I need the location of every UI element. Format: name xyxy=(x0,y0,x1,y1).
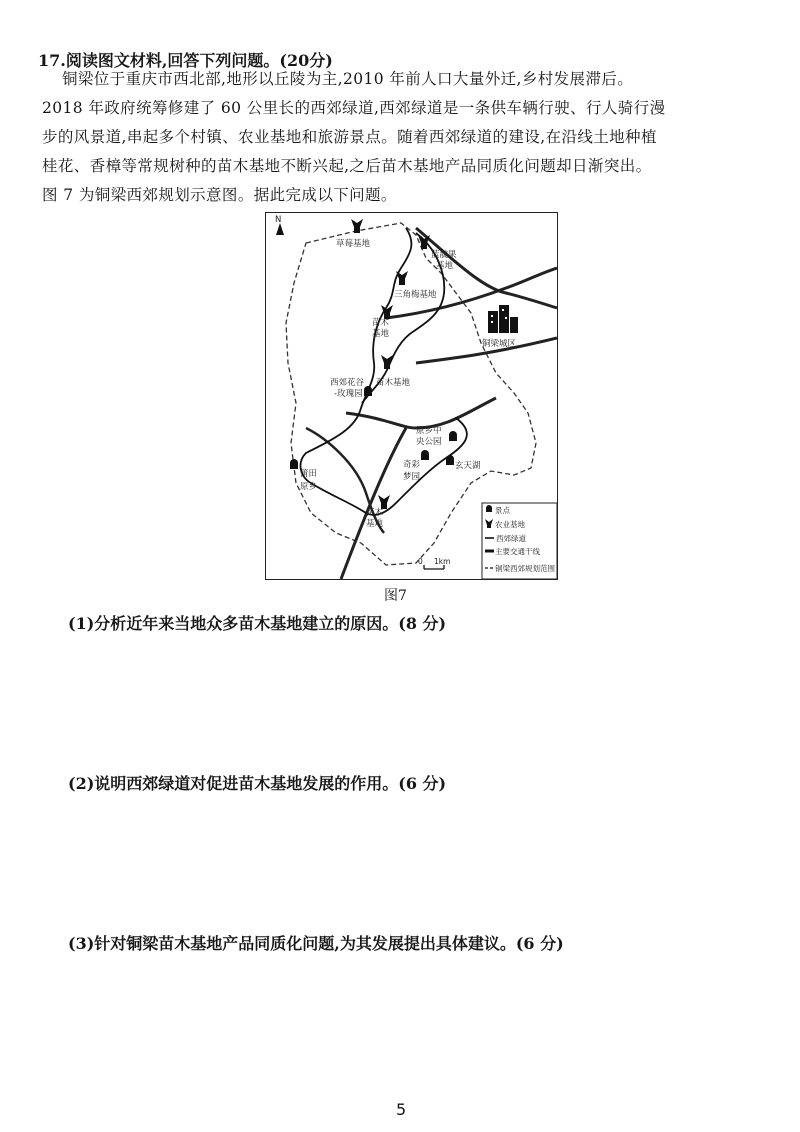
label-puti-2: 原乡 xyxy=(300,482,318,492)
legend-scenic: 景点 xyxy=(495,506,510,515)
label-garden-2: -玫瑰园 xyxy=(334,389,363,399)
scenic-spot-icon xyxy=(446,455,454,465)
legend-scenic-icon xyxy=(486,505,492,512)
scale-zero: 0 xyxy=(418,557,423,566)
label-city: 铜梁城区 xyxy=(482,339,517,349)
label-nursery-a: 苗木 xyxy=(372,318,390,328)
agri-base-icon xyxy=(378,495,390,509)
label-nursery-c: 苗木 xyxy=(366,508,384,518)
sub-question-3: (3)针对铜梁苗木基地产品同质化问题,为其发展提出具体建议。(6 分) xyxy=(68,934,564,953)
label-nursery-a-2: 基地 xyxy=(372,329,390,339)
paragraph-line: 桂花、香樟等常规树种的苗木基地不断兴起,之后苗木基地产品同质化问题却日渐突出。 xyxy=(42,157,652,175)
scenic-spot-icon xyxy=(290,459,298,469)
label-sanjiaomei-base: 三角梅基地 xyxy=(394,290,437,300)
sub-question-2: (2)说明西郊绿道对促进苗木基地发展的作用。(6 分) xyxy=(68,774,447,793)
label-strawberry-base: 草莓基地 xyxy=(336,239,371,249)
map-legend xyxy=(482,503,557,579)
city-icon xyxy=(488,305,518,333)
north-arrow xyxy=(275,215,284,235)
north-label: N xyxy=(275,215,282,225)
label-nursery-b: 苗木基地 xyxy=(376,378,411,388)
scenic-spot-icon xyxy=(364,386,372,396)
label-qicai: 奇彩 xyxy=(403,460,421,470)
label-blueberry-base: 蓝靛果 xyxy=(431,250,457,260)
agri-base-icon xyxy=(351,219,363,233)
label-park: 原乡中 xyxy=(416,426,442,436)
label-nursery-c-2: 基地 xyxy=(366,519,384,529)
label-qicai-2: 梦园 xyxy=(403,472,421,482)
paragraph-line: 2018 年政府统筹修建了 60 公里长的西郊绿道,西郊绿道是一条供车辆行驶、行人骑行漫 xyxy=(42,99,666,117)
paragraph-line: 图 7 为铜梁西郊规划示意图。据此完成以下问题。 xyxy=(42,186,397,204)
legend-plan-range: 铜梁西郊规划范围 xyxy=(495,564,555,573)
scenic-spot-icon xyxy=(421,450,429,460)
page-number: 5 xyxy=(396,1100,407,1119)
agri-base-icon xyxy=(418,235,430,249)
paragraph-line: 铜梁位于重庆市西北部,地形以丘陵为主,2010 年前人口大量外迁,乡村发展滞后。 xyxy=(62,70,634,88)
label-xuantian-lake: 玄天湖 xyxy=(455,461,481,471)
map-canvas xyxy=(266,213,557,579)
figure-caption: 图7 xyxy=(384,588,407,604)
scenic-spot-icon xyxy=(449,431,457,441)
legend-greenway: 西郊绿道 xyxy=(496,534,526,543)
material-paragraph xyxy=(42,65,762,210)
paragraph-line: 步的风景道,串起多个村镇、农业基地和旅游景点。随着西郊绿道的建设,在沿线土地种植 xyxy=(42,128,657,146)
main-road xyxy=(346,398,496,428)
sub-question-1: (1)分析近年来当地众多苗木基地建立的原因。(8 分) xyxy=(68,614,447,633)
label-park-2: 央公园 xyxy=(416,437,442,447)
legend-main-road: 主要交通干线 xyxy=(495,547,540,556)
scale-bar xyxy=(418,557,450,569)
planning-map xyxy=(265,212,558,580)
label-blueberry-base-2: 基地 xyxy=(436,261,454,271)
legend-agri: 农业基地 xyxy=(495,520,525,529)
label-garden: 西郊花谷 xyxy=(330,378,365,388)
scale-unit: 1km xyxy=(434,557,451,566)
question-header: 17.阅读图文材料,回答下列问题。(20分) xyxy=(38,51,333,70)
agri-base-icon xyxy=(396,271,408,285)
label-puti: 莆田 xyxy=(300,469,318,479)
